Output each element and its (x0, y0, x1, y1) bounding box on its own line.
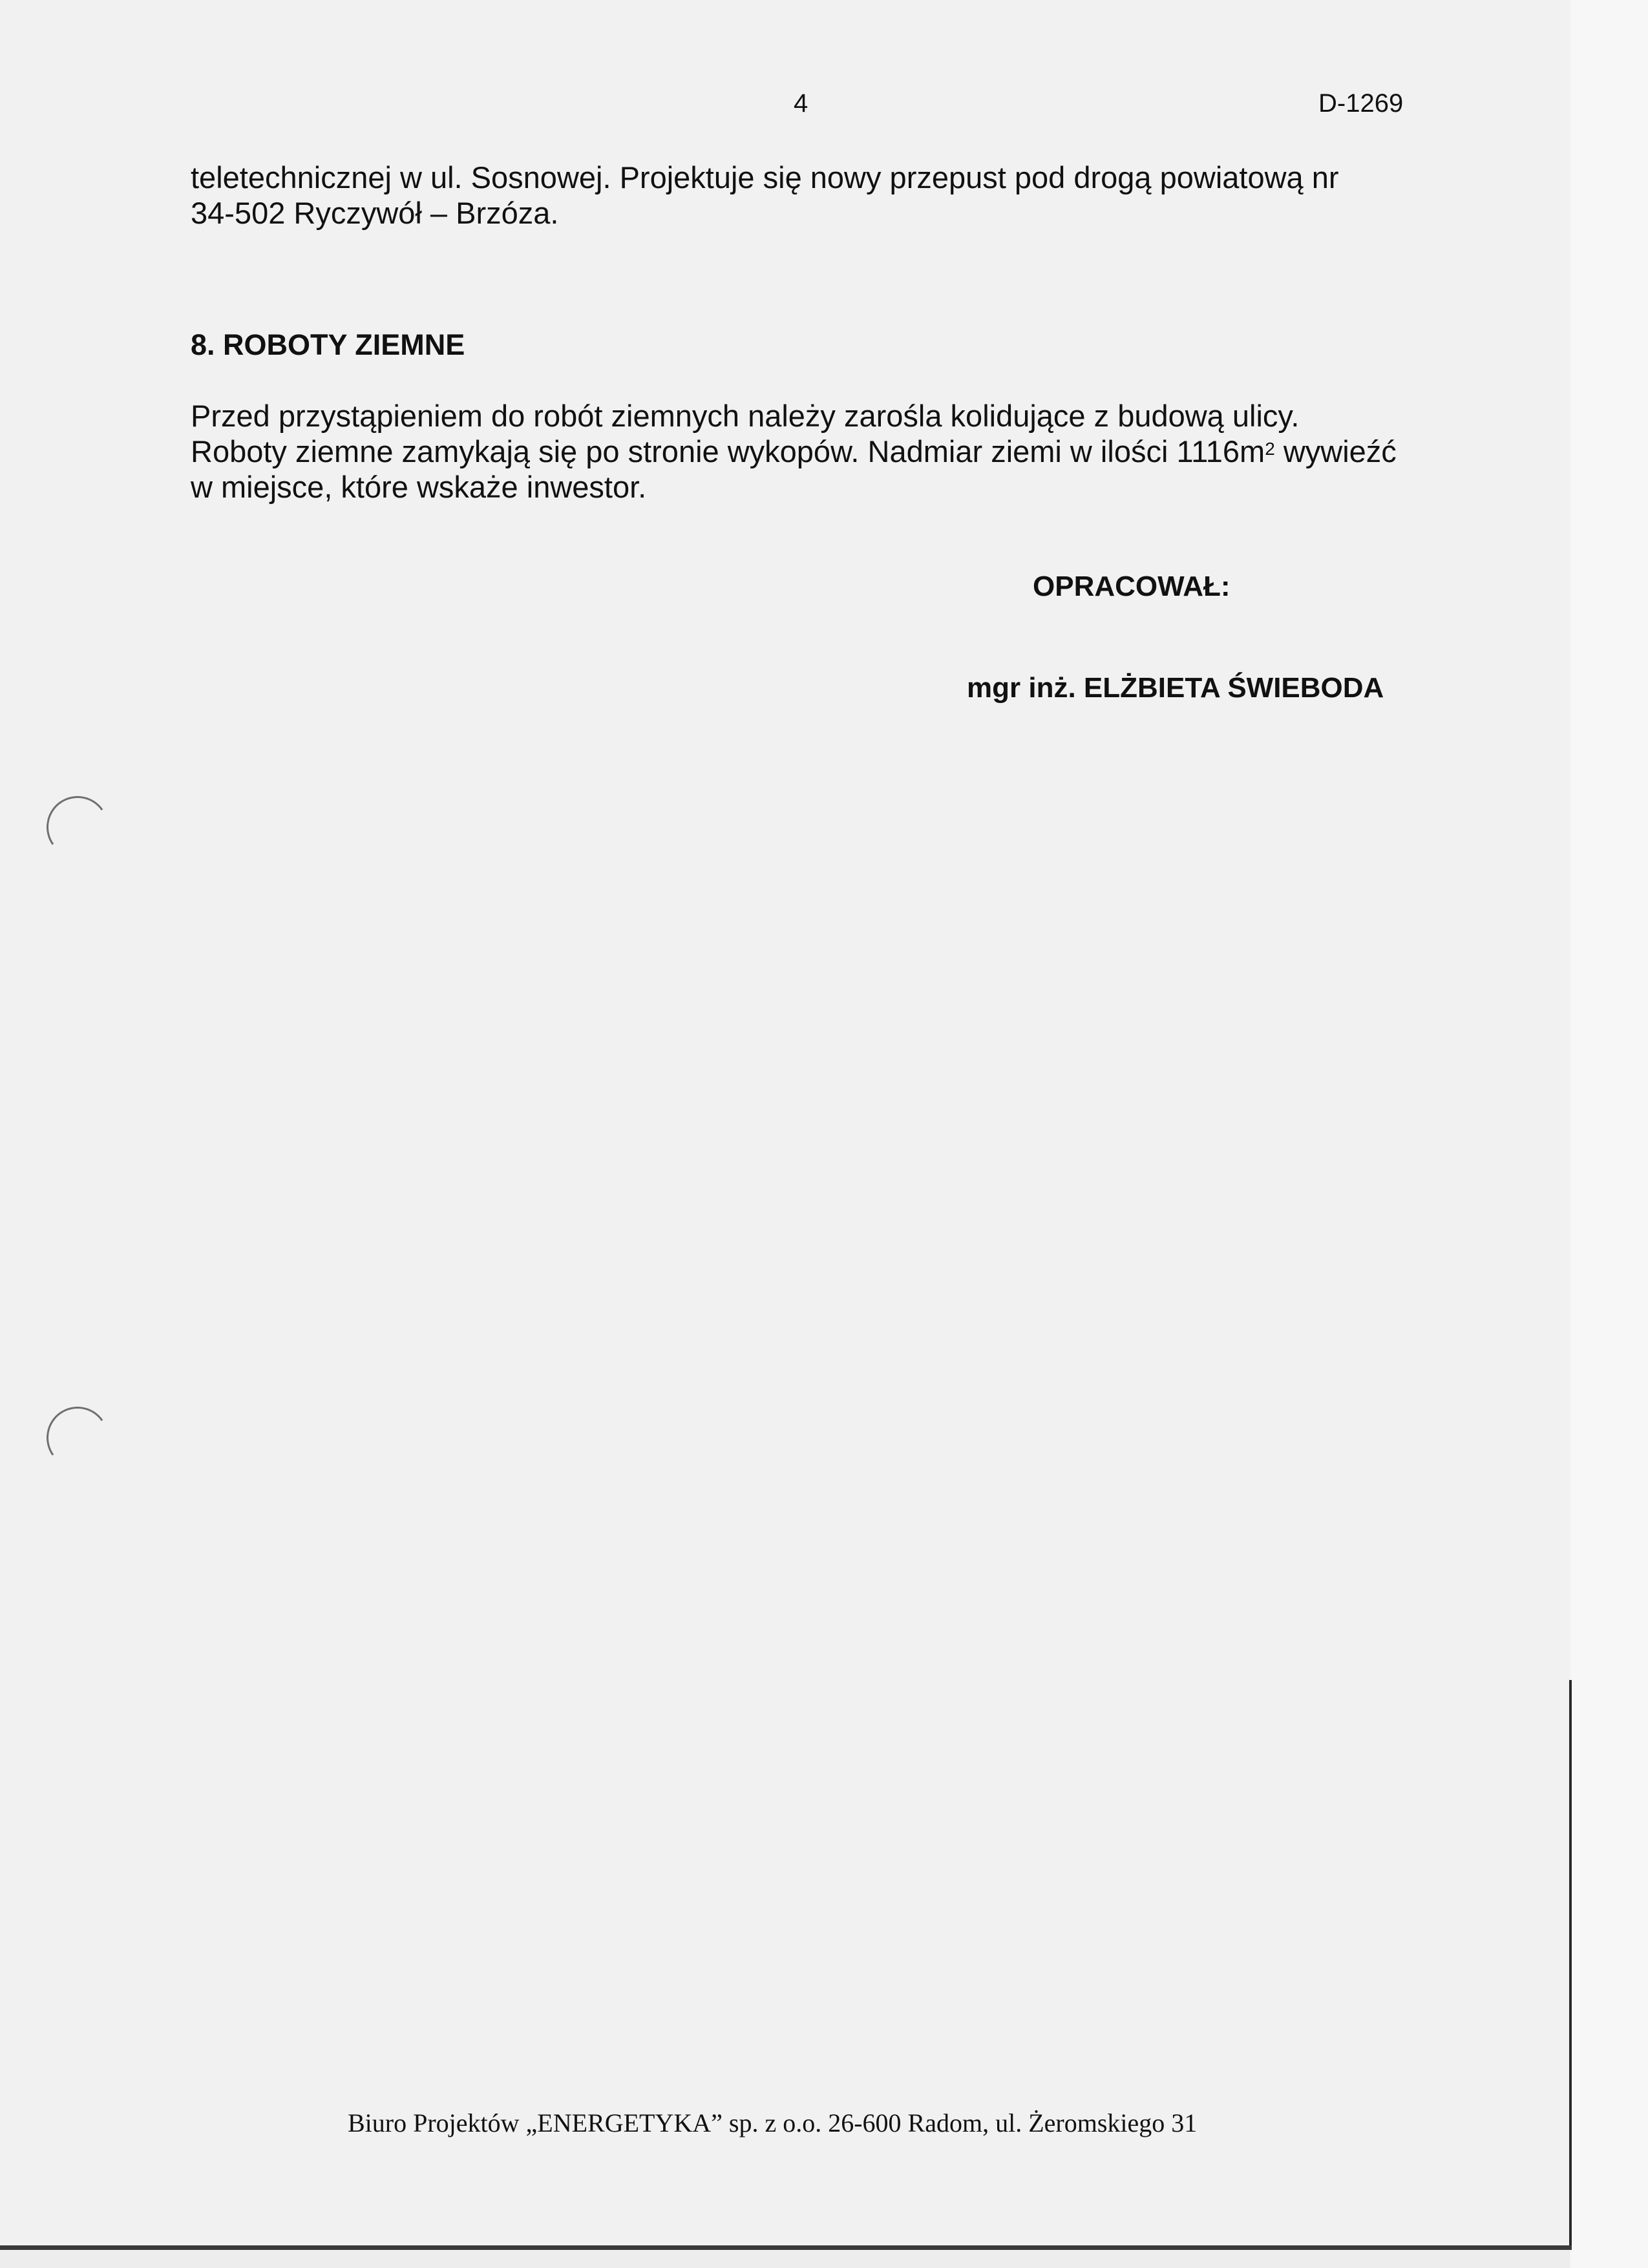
page-number: 4 (794, 89, 808, 118)
signature-label: OPRACOWAŁ: (1033, 571, 1231, 602)
punch-hole-mark (41, 791, 113, 863)
signature-name: mgr inż. ELŻBIETA ŚWIEBODA (967, 672, 1384, 704)
superscript-exponent: 2 (1265, 439, 1275, 459)
section-body-line2-start: Roboty ziemne zamykają się po stronie wykopów. Nadmiar ziemi w ilości 1116m (191, 434, 1265, 468)
footer-text: Biuro Projektów „ENERGETYKA” sp. z o.o. 26-600 Radom, ul. Żeromskiego 31 (348, 2108, 1198, 2137)
scan-margin (1570, 0, 1648, 2268)
section-heading: 8. ROBOTY ZIEMNE (191, 328, 465, 361)
page-bottom-edge (0, 2245, 1572, 2250)
page-edge-line (1569, 1680, 1572, 2245)
section-body (191, 398, 1419, 505)
section-body-line1: Przed przystąpieniem do robót ziemnych należy zarośla kolidujące z budową ulicy. (191, 399, 1300, 433)
document-code: D-1269 (1318, 89, 1404, 118)
punch-hole-mark (41, 1402, 113, 1473)
section-body-line2-end: wywieźć w miejsce, które wskaże inwestor. (191, 434, 1397, 504)
intro-paragraph: teletechnicznej w ul. Sosnowej. Projektuje się nowy przepust pod drogą powiatową nr 34-502 Ryczywół – Brzóza. (191, 160, 1339, 230)
